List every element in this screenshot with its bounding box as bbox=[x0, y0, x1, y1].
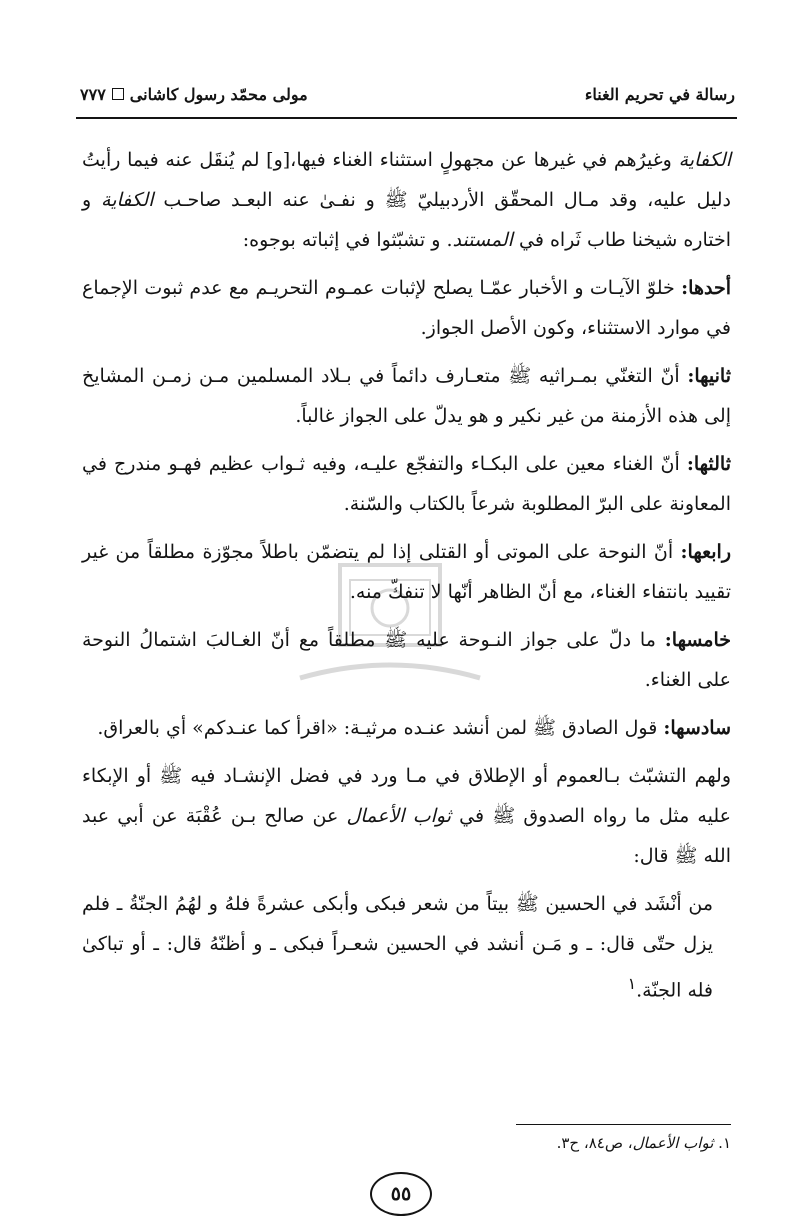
text-run: ولهم التشبّث بـالعموم أو الإطلاق في مـا ورد في فضل الإنشـاد فيه ﷺ أو الإبكاء عليه مثل ما رواه الصدوق ﷺ في bbox=[82, 765, 731, 827]
footnote-rule bbox=[516, 1124, 731, 1125]
header-book-title: رسالة في تحريم الغناء bbox=[584, 84, 735, 104]
text-run: . و تشبّثوا في إثباته بوجوه: bbox=[242, 229, 453, 251]
header-rule bbox=[76, 117, 737, 119]
paragraph-first bbox=[82, 268, 731, 348]
paragraph-sixth bbox=[82, 708, 731, 748]
argument-label: خامسها: bbox=[664, 629, 731, 651]
text-run: أنّ التغنّي بمـراثيه ﷺ متعـارف دائماً في بـلاد المسلمين مـن زمـن المشايخ إلى هذه الأزمنة من غير نكير و هو يدلّ على الجواز غالباً. bbox=[82, 365, 731, 427]
book-ref: الكفاية bbox=[101, 189, 154, 211]
paragraph-third bbox=[82, 444, 731, 524]
text-run: أنّ الغناء معين على البكـاء والتفجّع عليـه، وفيه ثـواب عظيم فهـو مندرج في المعاونة على البرّ المطلوبة شرعاً بالكتاب والسّنة. bbox=[82, 453, 731, 515]
argument-label: رابعها: bbox=[680, 541, 731, 563]
argument-label: سادسها: bbox=[663, 717, 731, 739]
paragraph-fifth bbox=[82, 620, 731, 700]
book-ref: ثواب الأعمال bbox=[346, 805, 451, 827]
argument-label: ثالثها: bbox=[686, 453, 731, 475]
paragraph-hadith-intro bbox=[82, 756, 731, 876]
paragraph-second bbox=[82, 356, 731, 436]
running-header bbox=[80, 76, 735, 112]
page-number-text: ٥٥ bbox=[390, 1183, 412, 1205]
text-run: قول الصادق ﷺ لمن أنشد عنـده مرثيـة: «اقرأ كما عنـدكم» أي بالعراق. bbox=[97, 717, 664, 739]
paragraph-fourth bbox=[82, 532, 731, 612]
book-ref: المستند bbox=[452, 229, 513, 251]
text-run: أنّ النوحة على الموتى أو القتلى إذا لم يتضمّن باطلاً مجوّزة مطلقاً من غير تقييد بانتفاء الغناء، مع أنّ الظاهر أنّها لا تنفكّ منه. bbox=[82, 541, 731, 603]
argument-label: أحدها: bbox=[681, 277, 731, 299]
header-author: مولی محمّد رسول کاشانی bbox=[129, 84, 308, 104]
footnote bbox=[82, 1134, 731, 1152]
square-ornament-icon bbox=[112, 88, 124, 100]
text-run: عن صالح بـن عُقْبَة عن أبي عبد الله ﷺ قال: bbox=[82, 805, 731, 867]
page-number bbox=[370, 1172, 432, 1216]
footnote-ref: ، ص٨٤، ح٣. bbox=[556, 1134, 633, 1152]
book-ref: الكفاية bbox=[678, 149, 731, 171]
text-run: وغيرُهم في غيرها عن مجهولٍ استثناء الغناء فيها،[و] لم يُنقَل عنه فيما رأيتُ دليل عليه، وقد مـال المحقّق الأردبيليّ ﷺ و نفـىٰ عنه البعـد صاحـب bbox=[82, 149, 731, 211]
footnote-title: ثواب الأعمال bbox=[632, 1134, 714, 1152]
text-run: ما دلّ على جواز النـوحة عليه ﷺ مطلقاً مع أنّ الغـالبَ اشتمالُ النوحة على الغناء. bbox=[82, 629, 731, 691]
hadith-quote bbox=[82, 884, 731, 1010]
paragraph-intro bbox=[82, 140, 731, 260]
footnote-number: ١. bbox=[718, 1134, 731, 1152]
header-page-marker: ۷۷۷ bbox=[80, 84, 106, 104]
footnote-marker: ١ bbox=[627, 974, 637, 993]
argument-label: ثانيها: bbox=[687, 365, 731, 387]
text-run: خلوّ الآيـات و الأخبار عمّـا يصلح لإثبات عمـوم التحريـم مع عدم ثبوت الإجماع في موارد الاستثناء، وكون الأصل الجواز. bbox=[82, 277, 731, 339]
text-run: و اختاره شيخنا طاب ثَراه في bbox=[82, 189, 731, 251]
quote-text: من أنْشَد في الحسين ﷺ بيتاً من شعر فبكى وأبكى عشرةً فلهُ و لهُمُ الجنّةُ ـ فلم يزل حتّى قال: ـ و مَـن أنشد في الحسين شعـراً فبكى ـ و أظنّهُ قال: ـ أو تباكىٰ فله الجنّة. bbox=[82, 893, 713, 1002]
header-author-group bbox=[80, 85, 308, 104]
main-text bbox=[82, 140, 731, 1010]
